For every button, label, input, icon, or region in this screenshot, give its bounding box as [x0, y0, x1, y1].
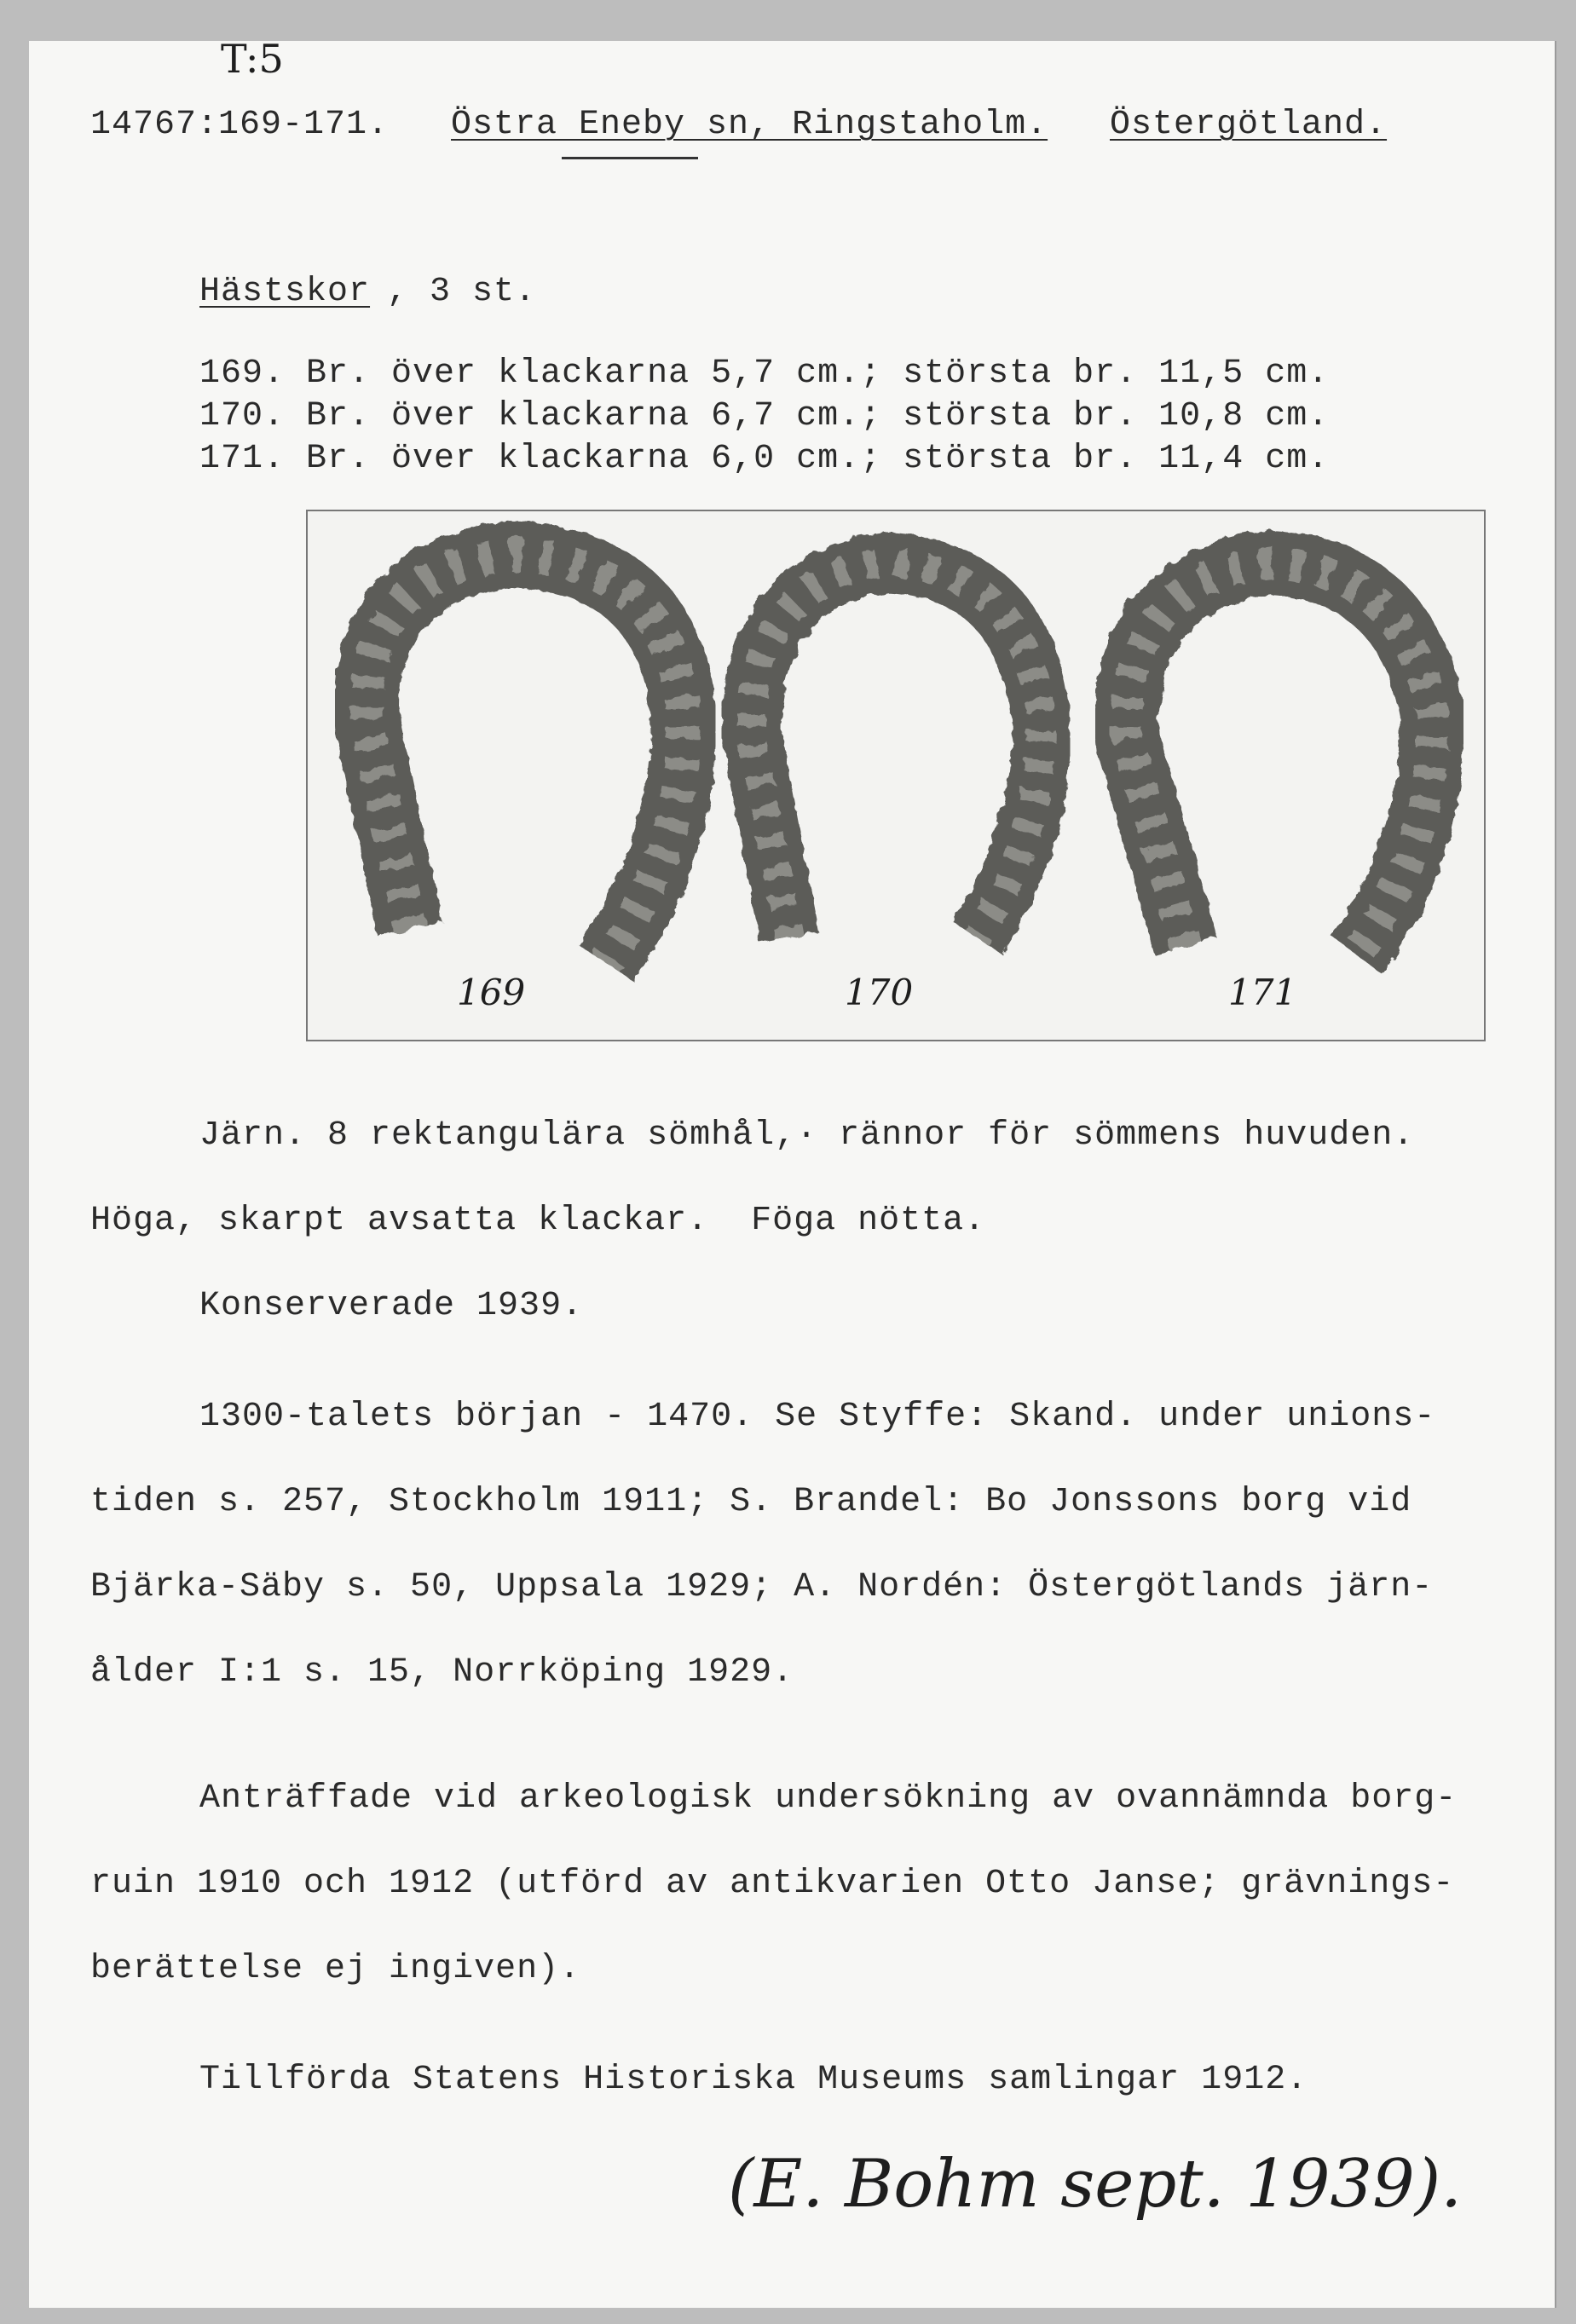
- object-count: , 3 st.: [387, 273, 537, 311]
- shelf-mark: T:5: [221, 36, 284, 82]
- horseshoe-170: [751, 562, 1041, 937]
- catalog-number: 14767:169-171.: [90, 106, 390, 144]
- description-line-1: Järn. 8 rektangulära sömhål,· rännor för sömmens huvuden.: [199, 1116, 1415, 1155]
- conservation-note: Konserverade 1939.: [199, 1287, 584, 1325]
- dating-line-1: 1300-talets början - 1470. Se Styffe: Skand. under unions-: [199, 1398, 1436, 1436]
- horseshoe-169: [367, 554, 683, 963]
- measurement-170: 170. Br. över klackarna 6,7 cm.; största br. 10,8 cm.: [199, 397, 1330, 435]
- catalog-card: [29, 36, 1556, 2308]
- description-line-2: Höga, skarpt avsatta klackar. Föga nötta.: [90, 1202, 986, 1240]
- dating-line-3: Bjärka-Säby s. 50, Uppsala 1929; A. Nordén: Östergötlands järn-: [90, 1568, 1434, 1606]
- object-name: Hästskor: [199, 273, 371, 311]
- photo-label-170: 170: [845, 972, 914, 1013]
- find-location: Östra Eneby sn, Ringstaholm.: [451, 106, 1048, 144]
- province: Östergötland.: [1110, 106, 1388, 144]
- photo-label-171: 171: [1228, 972, 1297, 1013]
- photo-label-169: 169: [457, 972, 526, 1013]
- dating-line-4: ålder I:1 s. 15, Norrköping 1929.: [90, 1653, 794, 1692]
- horseshoe-photo: [306, 510, 1486, 1041]
- acquisition-note: Tillförda Statens Historiska Museums samlingar 1912.: [199, 2061, 1308, 2099]
- signature: (E. Bohm sept. 1939).: [728, 2146, 1463, 2223]
- location-underline: [562, 157, 698, 159]
- horseshoe-171: [1126, 562, 1433, 954]
- measurement-169: 169. Br. över klackarna 5,7 cm.; största br. 11,5 cm.: [199, 355, 1330, 393]
- find-line-2: ruin 1910 och 1912 (utförd av antikvarien Otto Janse; grävnings-: [90, 1865, 1455, 1903]
- dating-line-2: tiden s. 257, Stockholm 1911; S. Brandel: Bo Jonssons borg vid: [90, 1483, 1412, 1521]
- find-line-1: Anträffade vid arkeologisk undersökning av ovannämnda borg-: [199, 1779, 1458, 1818]
- find-line-3: berättelse ej ingiven).: [90, 1950, 581, 1988]
- measurement-171: 171. Br. över klackarna 6,0 cm.; största br. 11,4 cm.: [199, 440, 1330, 478]
